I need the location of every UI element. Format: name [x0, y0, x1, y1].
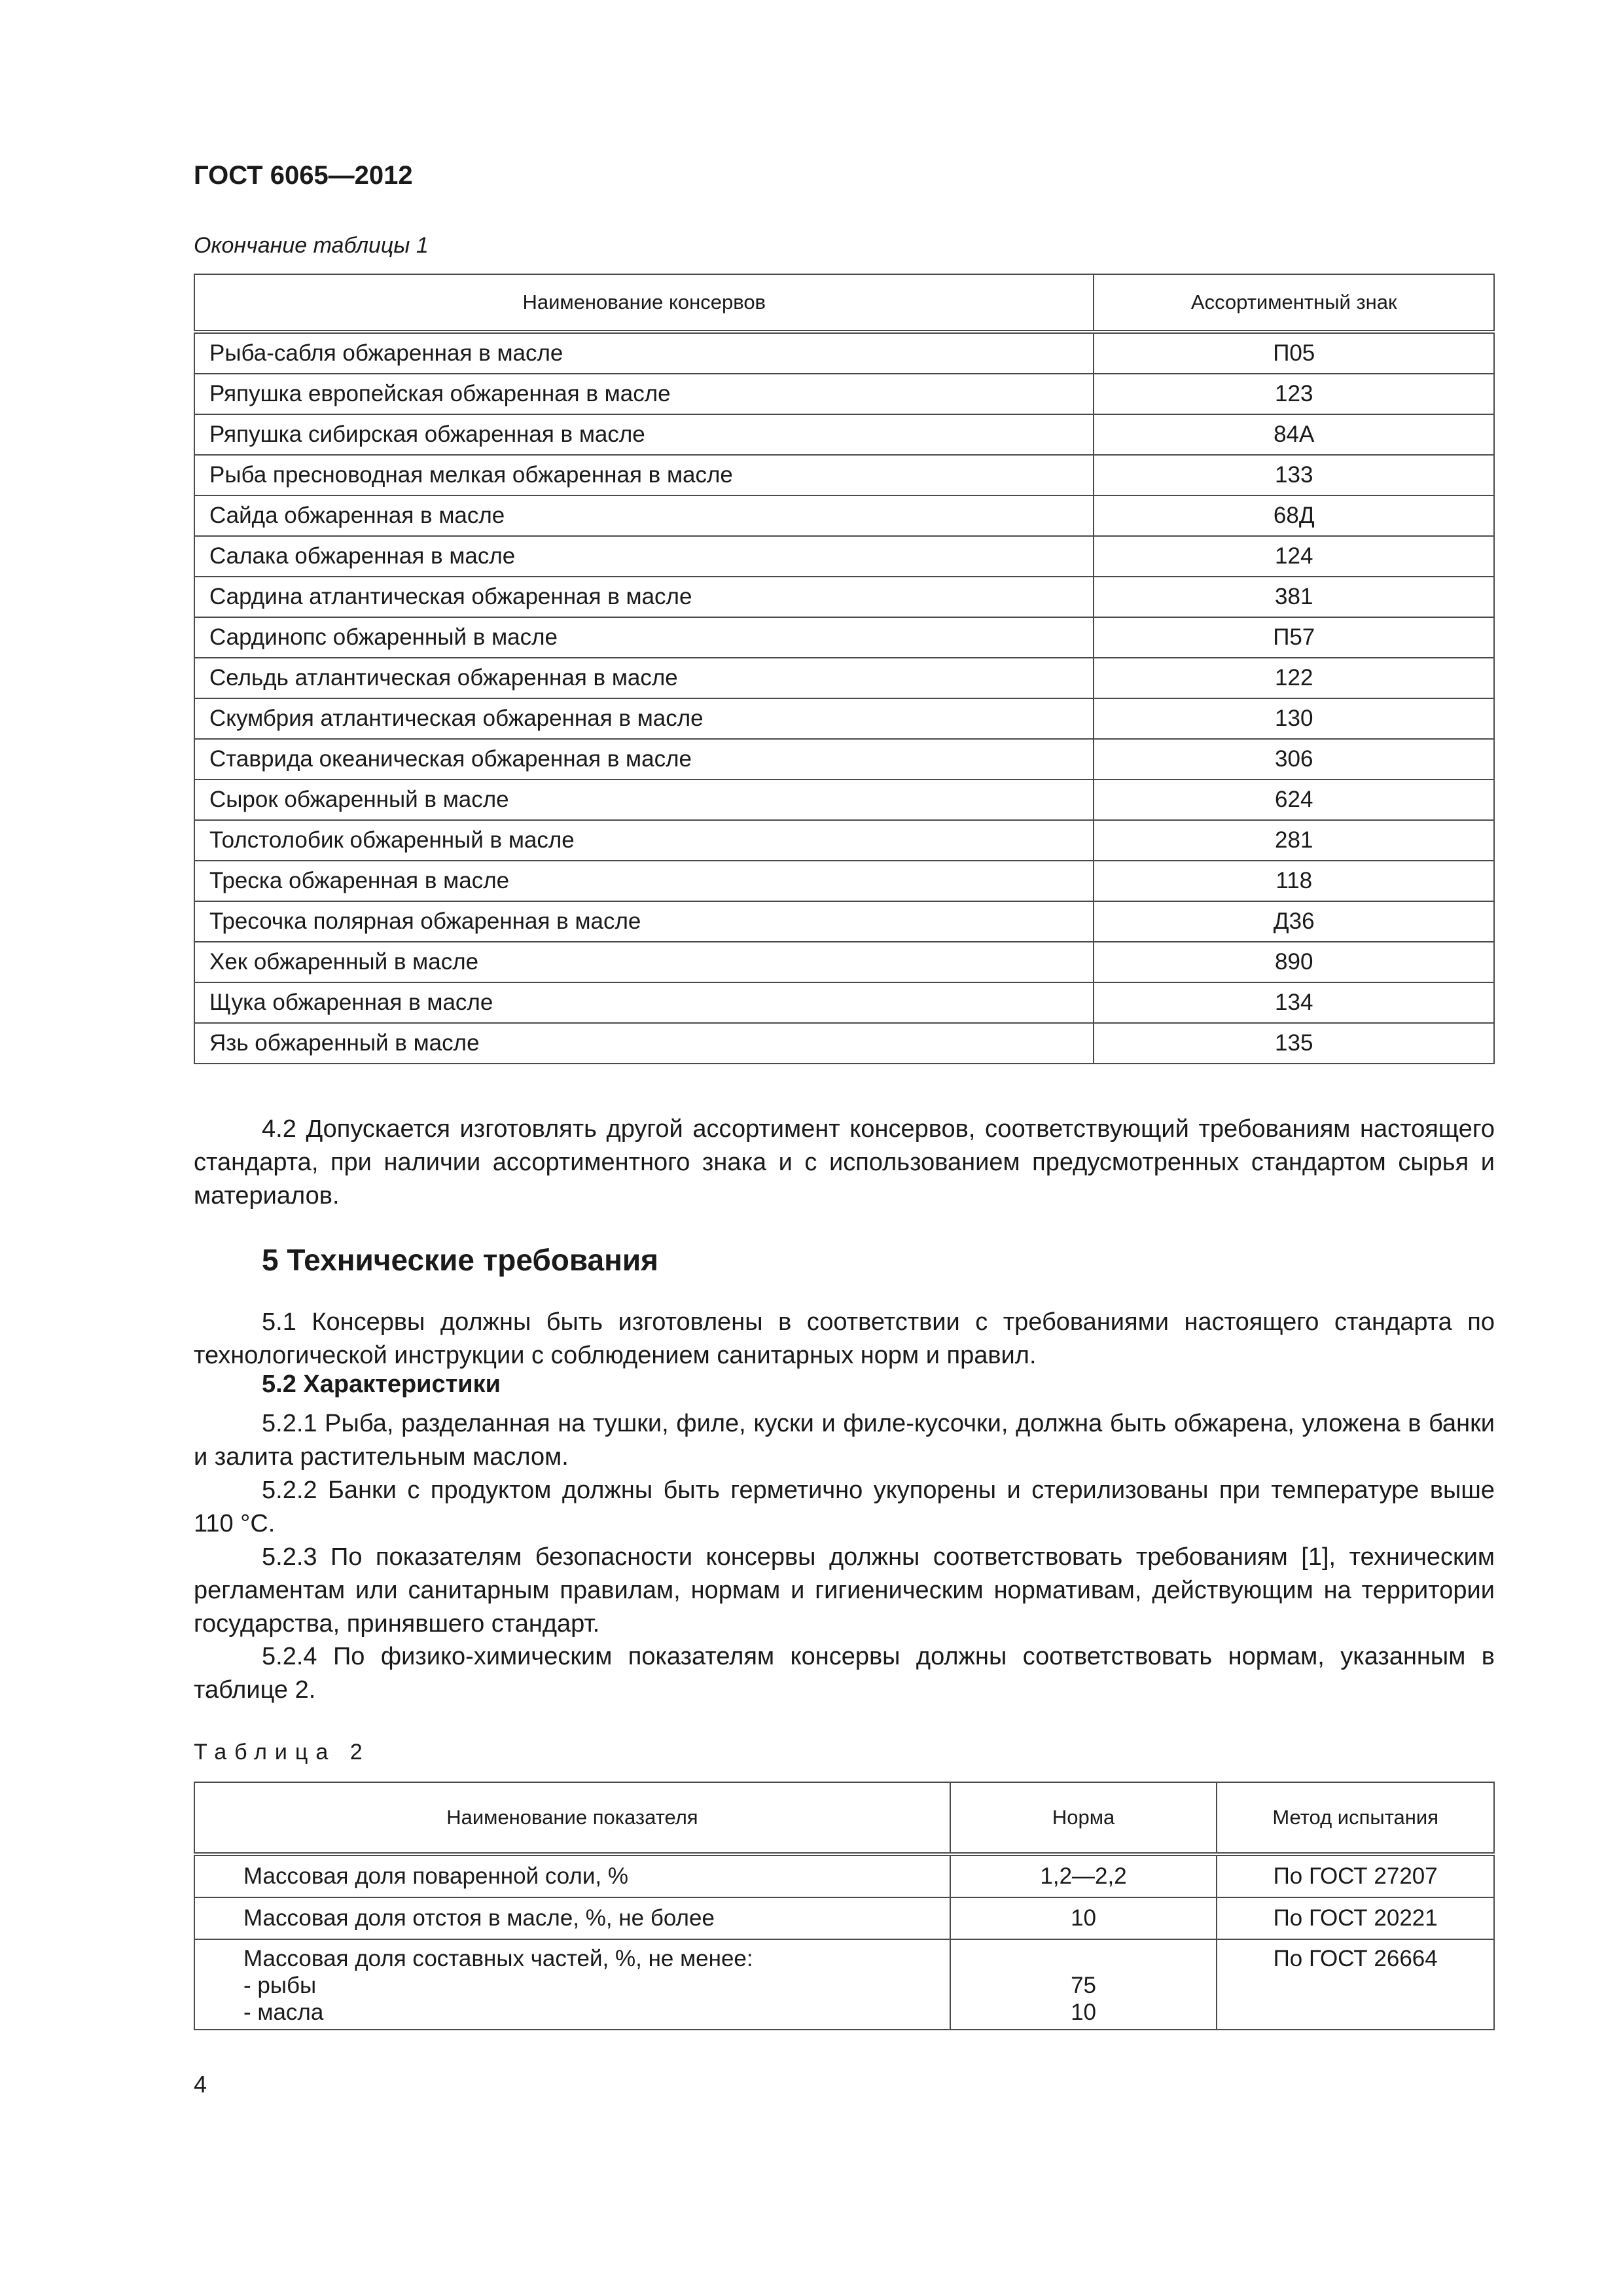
table1-col-name-header: Наименование консервов	[194, 274, 1094, 332]
product-name: Сайда обжаренная в масле	[194, 495, 1094, 536]
section-5-title: 5 Технические требования	[262, 1243, 658, 1277]
table-row	[194, 698, 1494, 739]
product-name: Сардина атлантическая обжаренная в масле	[194, 577, 1094, 617]
document-header: ГОСТ 6065—2012	[194, 161, 413, 190]
table-row	[194, 982, 1494, 1023]
table-row	[194, 617, 1494, 658]
table2-header-row	[194, 1782, 1494, 1854]
table-row	[194, 739, 1494, 780]
indicator-norm-oil: 10	[1071, 2000, 1097, 2025]
product-name: Толстолобик обжаренный в масле	[194, 820, 1094, 861]
paragraph-5-1	[194, 1306, 1495, 1372]
product-code: 381	[1094, 577, 1494, 617]
product-name: Тресочка полярная обжаренная в масле	[194, 901, 1094, 942]
table2-col-norm-header: Норма	[950, 1782, 1217, 1854]
page-number: 4	[194, 2071, 207, 2098]
paragraph-5-2-3-text: 5.2.3 По показателям безопасности консервы должны соответствовать требованиям [1], техническим регламентам или санитарным правилам, нормам и гигиеническим нормативам, действующим на территории государства, принявшего стандарт.	[194, 1543, 1495, 1638]
indicator-name-main: Массовая доля составных частей, %, не менее:	[243, 1946, 753, 1971]
table-row	[194, 1854, 1494, 1897]
paragraph-5-2-1-text: 5.2.1 Рыба, разделанная на тушки, филе, куски и филе-кусочки, должна быть обжарена, уложена в банки и залита растительным маслом.	[194, 1410, 1495, 1471]
product-code: 84А	[1094, 414, 1494, 455]
product-name: Ставрида океаническая обжаренная в масле	[194, 739, 1094, 780]
product-code: 306	[1094, 739, 1494, 780]
table-row	[194, 820, 1494, 861]
product-name: Треска обжаренная в масле	[194, 861, 1094, 901]
table-row	[194, 658, 1494, 698]
paragraph-5-1-text: 5.1 Консервы должны быть изготовлены в соответствии с требованиями настоящего стандарта по технологической инструкции с соблюдением санитарных норм и правил.	[194, 1308, 1495, 1369]
table-row	[194, 414, 1494, 455]
product-code: 890	[1094, 942, 1494, 982]
product-code: Д36	[1094, 901, 1494, 942]
product-name: Язь обжаренный в масле	[194, 1023, 1094, 1064]
paragraph-5-2-3	[194, 1541, 1495, 1641]
indicator-norm-fish: 75	[1071, 1973, 1097, 1998]
indicator-name	[194, 1939, 950, 2030]
product-code: 135	[1094, 1023, 1494, 1064]
table-row	[194, 455, 1494, 495]
table2-caption: Таблица 2	[194, 1740, 370, 1765]
product-code: 123	[1094, 374, 1494, 414]
subsection-5-2-title: 5.2 Характеристики	[262, 1371, 501, 1398]
indicator-sub-fish: - рыбы	[243, 1973, 317, 1998]
table-row	[194, 536, 1494, 577]
paragraph-5-2-4-text: 5.2.4 По физико-химическим показателям консервы должны соответствовать нормам, указанным в таблице 2.	[194, 1643, 1495, 1704]
table-row	[194, 495, 1494, 536]
indicator-name: Массовая доля поваренной соли, %	[194, 1854, 950, 1897]
product-code: 122	[1094, 658, 1494, 698]
product-code: 130	[1094, 698, 1494, 739]
indicator-name: Массовая доля отстоя в масле, %, не более	[194, 1897, 950, 1939]
table-row	[194, 1023, 1494, 1064]
table-row	[194, 374, 1494, 414]
table-row	[194, 861, 1494, 901]
product-name: Хек обжаренный в масле	[194, 942, 1094, 982]
indicator-norm: 10	[950, 1897, 1217, 1939]
product-name: Сырок обжаренный в масле	[194, 780, 1094, 820]
product-name: Сардинопс обжаренный в масле	[194, 617, 1094, 658]
product-name: Ряпушка сибирская обжаренная в масле	[194, 414, 1094, 455]
paragraph-5-2-1	[194, 1407, 1495, 1474]
table-row	[194, 332, 1494, 374]
product-code: 133	[1094, 455, 1494, 495]
indicator-norm	[950, 1939, 1217, 2030]
table-row	[194, 577, 1494, 617]
product-code: 118	[1094, 861, 1494, 901]
table2-col-method-header: Метод испытания	[1217, 1782, 1494, 1854]
product-name: Сельдь атлантическая обжаренная в масле	[194, 658, 1094, 698]
indicator-sub-oil: - масла	[243, 2000, 324, 2025]
paragraph-4-2	[194, 1113, 1495, 1213]
paragraph-4-2-text: 4.2 Допускается изготовлять другой ассортимент консервов, соответствующий требованиям настоящего стандарта, при наличии ассортиментного знака и с использованием предусмотренных стандартом сырья и материалов.	[194, 1115, 1495, 1210]
product-name: Рыба пресноводная мелкая обжаренная в масле	[194, 455, 1094, 495]
product-code: 624	[1094, 780, 1494, 820]
product-code: 124	[1094, 536, 1494, 577]
table2-col-name-header: Наименование показателя	[194, 1782, 950, 1854]
product-name: Скумбрия атлантическая обжаренная в масле	[194, 698, 1094, 739]
table1	[194, 274, 1495, 1064]
product-code: П57	[1094, 617, 1494, 658]
table-row	[194, 780, 1494, 820]
product-code: 134	[1094, 982, 1494, 1023]
table1-caption: Окончание таблицы 1	[194, 233, 429, 258]
table2	[194, 1782, 1495, 2030]
table1-col-code-header: Ассортиментный знак	[1094, 274, 1494, 332]
paragraph-5-2-2	[194, 1474, 1495, 1541]
product-name: Салака обжаренная в масле	[194, 536, 1094, 577]
indicator-method: По ГОСТ 20221	[1217, 1897, 1494, 1939]
table-row	[194, 1939, 1494, 2030]
paragraph-5-2-4	[194, 1640, 1495, 1707]
table1-header-row	[194, 274, 1494, 332]
table-row	[194, 901, 1494, 942]
product-code: П05	[1094, 332, 1494, 374]
indicator-norm: 1,2—2,2	[950, 1854, 1217, 1897]
product-code: 281	[1094, 820, 1494, 861]
product-name: Ряпушка европейская обжаренная в масле	[194, 374, 1094, 414]
table-row	[194, 1897, 1494, 1939]
product-code: 68Д	[1094, 495, 1494, 536]
indicator-method: По ГОСТ 27207	[1217, 1854, 1494, 1897]
product-name: Щука обжаренная в масле	[194, 982, 1094, 1023]
paragraph-5-2-2-text: 5.2.2 Банки с продуктом должны быть герметично укупорены и стерилизованы при температуре выше 110 °С.	[194, 1477, 1495, 1537]
indicator-method: По ГОСТ 26664	[1217, 1939, 1494, 2030]
table-row	[194, 942, 1494, 982]
product-name: Рыба-сабля обжаренная в масле	[194, 332, 1094, 374]
